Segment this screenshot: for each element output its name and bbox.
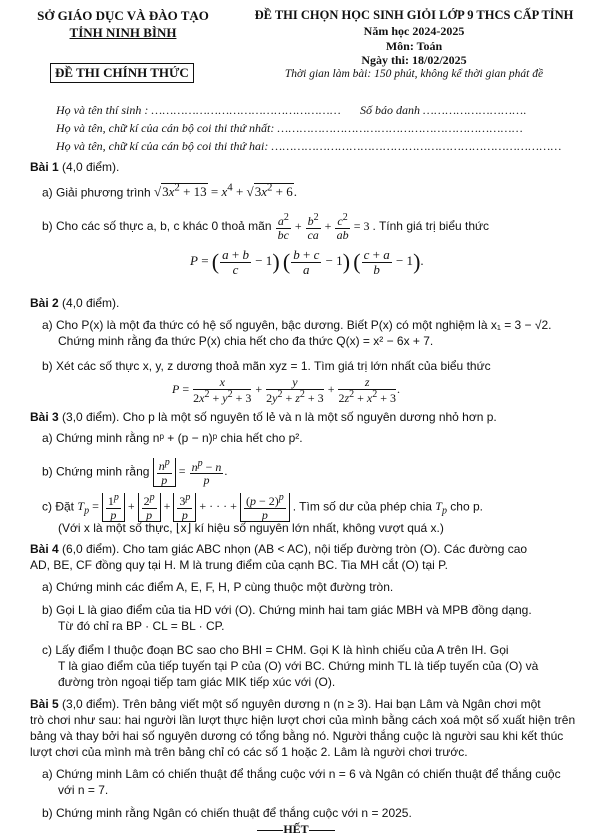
problem-1b: b) Cho các số thực a, b, c khác 0 thoả mãn $\frac{a^2}{bc}$ + $\frac{b^2}{ca}$ + $\frac{c^2}{ab}$ = 3 . Tính giá trị biểu thức: [42, 212, 490, 242]
problem-2a-line1: a) Cho P(x) là một đa thức có hệ số nguyên, bậc dương. Biết P(x) có một nghiệm là x₁ = 3 − √2.: [42, 318, 552, 332]
sbd-label: Số báo danh: [360, 103, 420, 117]
problem-2-heading: Bài 2 (4,0 điểm).: [30, 296, 120, 310]
problem-4a: a) Chứng minh các điểm A, E, F, H, P cùng thuộc một đường tròn.: [42, 580, 394, 594]
definition-Tp: $T_p$ = $\frac{1^p}{p}$ + $\frac{2^p}{p}$ + $\frac{3^p}{p}$ + · · · + $\frac{(p - 2)^p}{p}$: [77, 499, 292, 513]
sbd-dots: ……………………….: [423, 103, 528, 117]
province-name: TỈNH NINH BÌNH: [69, 25, 177, 40]
department-name: SỞ GIÁO DỤC VÀ ĐÀO TẠO: [37, 8, 209, 23]
problem-4c-line2: T là giao điểm của tiếp tuyến tại P của (O) với BC. Chứng minh TL là tiếp tuyến của (O) và: [58, 659, 539, 673]
proctor2-dots: ……………………………………………………………………: [271, 139, 562, 153]
expression-P-1b: P = ( $\frac{a + b}{c}$ − 1) ( $\frac{b + c}{a}$ − 1) ( $\frac{c + a}{b}$ − 1).: [190, 247, 424, 277]
problem-4b-line2: Từ đó chỉ ra BP · CL = BL · CP.: [58, 619, 225, 633]
problem-3a: a) Chứng minh rằng nᵖ + (p − n)ᵖ chia hết cho p².: [42, 431, 303, 445]
problem-4c-line3: đường tròn ngoại tiếp tam giác MIK tiếp xúc với (O).: [58, 675, 336, 689]
problem-5a-line1: a) Chứng minh Lâm có chiến thuật để thắng cuộc với n = 6 và Ngân có chiến thuật để thắng cuộc: [42, 767, 561, 781]
problem-4-intro2: AD, BE, CF đồng quy tại H. M là trung điểm của cạnh BC. Tia MH cắt (O) tại P.: [30, 558, 448, 572]
problem-5b: b) Chứng minh rằng Ngân có chiến thuật để thắng cuộc với n = 2025.: [42, 806, 412, 820]
problem-1a: a) Giải phương trình $√3x^2 + 13 = x^4 + √3x^2 + 6$.: [42, 182, 297, 200]
subject: Môn: Toán: [385, 39, 443, 53]
problem-2a-line2: Chứng minh rằng đa thức P(x) chia hết cho đa thức Q(x) = x² − 6x + 7.: [58, 334, 434, 348]
proctor1-label: Họ và tên, chữ kí của cán bộ coi thi thứ nhất:: [56, 121, 275, 135]
problem-2b: b) Xét các số thực x, y, z dương thoả mãn xyz = 1. Tìm giá trị lớn nhất của biểu thức: [42, 359, 491, 373]
problem-5a-line2: với n = 7.: [58, 783, 109, 797]
problem-3-heading: Bài 3 (3,0 điểm). Cho p là một số nguyên tố lẻ và n là một số nguyên dương nhỏ hơn p.: [30, 410, 497, 424]
proctor1-dots: …………………………………………………………: [277, 121, 524, 135]
exam-date: Ngày thi: 18/02/2025: [361, 53, 467, 67]
exam-duration: Thời gian làm bài: 150 phút, không kể thời gian phát đề: [284, 68, 544, 80]
problem-5-intro2: trò chơi như sau: hai người lần lượt thực hiện lượt chơi của mình bằng cách xoá một số xuất hiện trên: [30, 713, 576, 727]
problem-3b: b) Chứng minh rằng $\frac{n^p}{p}$ = $\frac{n^p - n}{p}$ .: [42, 457, 228, 488]
school-year: Năm học 2024-2025: [363, 24, 465, 38]
proctor2-label: Họ và tên, chữ kí của cán bộ coi thi thứ hai:: [56, 139, 269, 153]
candidate-name-line: [56, 103, 341, 118]
condition-1b: $\frac{a^2}{bc}$ + $\frac{b^2}{ca}$ + $\frac{c^2}{ab}$ = 3: [277, 212, 373, 242]
problem-3c: c) Đặt $T_p$ = $\frac{1^p}{p}$ + $\frac{2^p}{p}$ + $\frac{3^p}{p}$ + · · · + $\frac{(p - 2)^p}{p}$ . Tìm số dư của phép chia $T_p$ cho p.: [42, 492, 483, 522]
expression-P-2b: P = $\frac{x}{2x^2 + y^2 + 3}$ + $\frac{y}{2y^2 + z^2 + 3}$ + $\frac{z}{2z^2 + x^2 + 3}$ .: [172, 375, 401, 405]
problem-1-heading: Bài 1 (4,0 điểm).: [30, 160, 120, 174]
sbd-line: [360, 103, 527, 118]
official-exam-badge: ĐỀ THI CHÍNH THỨC: [50, 63, 194, 83]
problem-5-heading: Bài 5 (3,0 điểm). Trên bảng viết một số nguyên dương n (n ≥ 3). Hai bạn Lâm và Ngân chơi một: [30, 697, 541, 711]
problem-5-intro3: bảng và thay bởi hai số nguyên dương có tổng bằng nó. Người thắng cuộc là người sau khi kết thúc: [30, 729, 564, 743]
candidate-name-label: Họ và tên thí sinh :: [56, 103, 149, 117]
problem-4c-line1: c) Lấy điểm I thuộc đoạn BC sao cho BHI = CHM. Gọi K là hình chiếu của A trên IH. Gọi: [42, 643, 509, 657]
exam-title: ĐỀ THI CHỌN HỌC SINH GIỎI LỚP 9 THCS CẤP TỈNH: [254, 8, 574, 22]
candidate-name-dots: ……………………………………………: [151, 103, 342, 117]
equation-1a: $√3x^2 + 13 = x^4 + √3x^2 + 6$.: [153, 182, 297, 200]
proctor2-line: [56, 139, 562, 154]
problem-4b-line1: b) Gọi L là giao điểm của tia HD với (O). Chứng minh hai tam giác MBH và MPB đồng dạng.: [42, 603, 532, 617]
equation-3b: $\frac{n^p}{p}$ = $\frac{n^p - n}{p}$ .: [153, 464, 228, 478]
proctor1-line: [56, 121, 523, 136]
end-marker: HẾT: [0, 822, 592, 837]
problem-4-heading: Bài 4 (6,0 điểm). Cho tam giác ABC nhọn (AB < AC), nội tiếp đường tròn (O). Các đường cao: [30, 542, 528, 556]
problem-3-note: (Với x là một số thực, ⌊x⌋ kí hiệu số nguyên lớn nhất, không vượt quá x.): [58, 521, 444, 535]
problem-5-intro4: lượt chơi của mình mà trên bảng chỉ có các số 1 hoặc 2. Lâm là người chơi trước.: [30, 745, 468, 759]
